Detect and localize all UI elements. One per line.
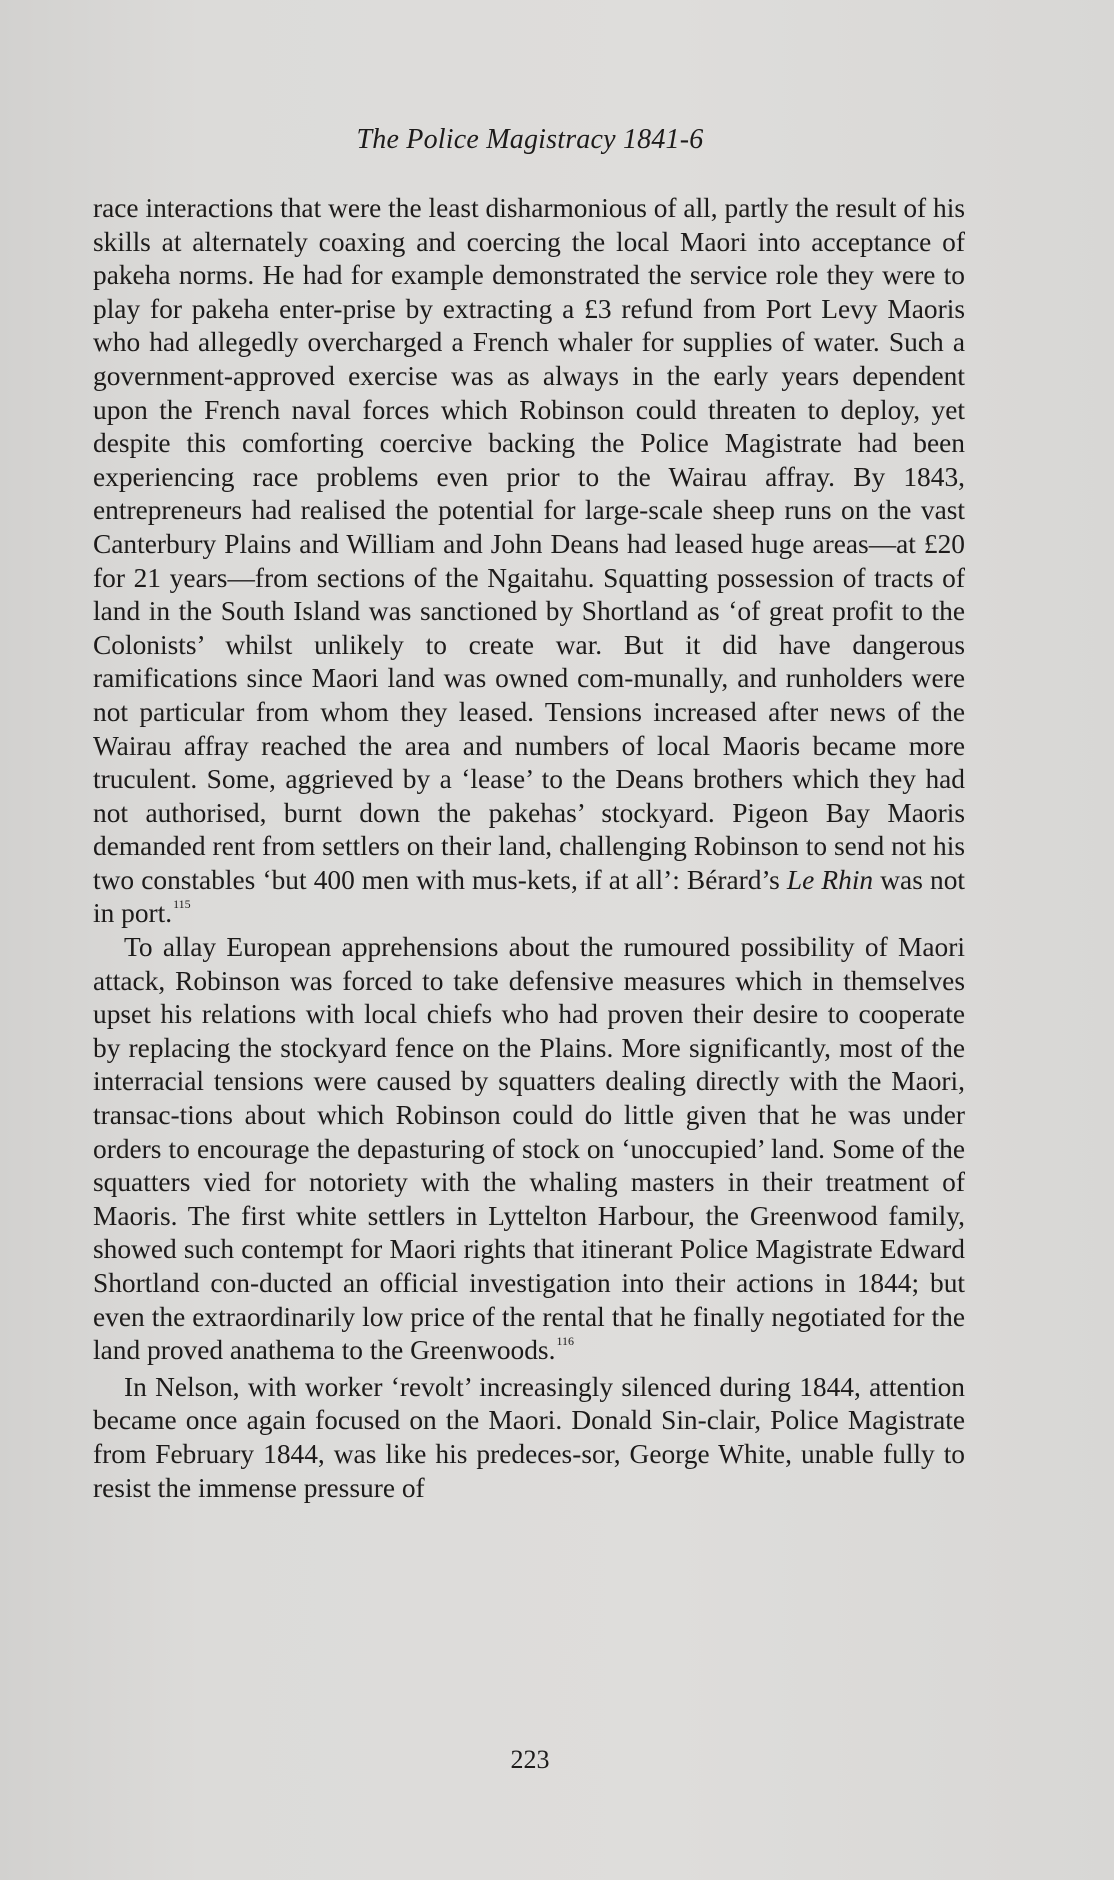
running-head: The Police Magistracy 1841-6	[356, 124, 704, 155]
paragraph-3	[93, 1371, 965, 1505]
text-run: was not in port.	[93, 864, 966, 929]
text-run: race interactions that were the least disharmonious of all, partly the result of his skills at alternately coaxing and coercing the local Maori into acceptance of pakeha norms. He had for example demonstrated the service role they were to play for pakeha enter-prise by extracting a £3 refund from Port Levy Maoris who had allegedly overcharged a French whaler for supplies of water. Such a government-approved exercise was as always in the early years dependent upon the French naval forces which Robinson could threaten to deploy, yet despite this comforting coercive backing the Police Magistrate had been experiencing race problems even prior to the Wairau affray. By 1843, entrepreneurs had realised the potential for large-scale sheep runs on the vast Canterbury Plains and William and John Deans had leased huge areas—at £20 for 21 years—from sections of the Ngaitahu. Squatting possession of tracts of land in the South Island was sanctioned by Shortland as ‘of great profit to the Colonists’ whilst unlikely to create war. But it did have dangerous ramifications since Maori land was owned com-munally, and runholders were not particular from whom they leased. Tensions increased after news of the Wairau affray reached the area and numbers of local Maoris became more truculent. Some, aggrieved by a ‘lease’ to the Deans brothers which they had not authorised, burnt down the pakehas’ stockyard. Pigeon Bay Maoris demanded rent from settlers on their land, challenging Robinson to send not his two constables ‘but 400 men with mus-kets, if at all’: Bérard’s	[93, 193, 965, 895]
body-text	[93, 192, 965, 1505]
text-run: In Nelson, with worker ‘revolt’ increasingly silenced during 1844, attention became once again focused on the Maori. Donald Sin-clair, Police Magistrate from February 1844, was like his predeces-sor, George White, unable fully to resist the immense pressure of	[93, 1371, 965, 1503]
ship-name-italic: Le Rhin	[786, 864, 874, 895]
paragraph-2	[93, 931, 965, 1368]
paragraph-1	[93, 192, 965, 931]
footnote-ref-115: 115	[173, 897, 191, 912]
footnote-ref-116: 116	[556, 1334, 575, 1349]
page-number: 223	[510, 1745, 550, 1774]
text-run: To allay European apprehensions about the rumoured possibility of Maori attack, Robinson was forced to take defensive measures which in themselves upset his relations with local chiefs who had proven their desire to cooperate by replacing the stockyard fence on the Plains. More significantly, most of the interracial tensions were caused by squatters dealing directly with the Maori, transac-tions about which Robinson could do little given that he was under orders to encourage the depasturing of stock on ‘unoccupied’ land. Some of the squatters vied for notoriety with the whaling masters in their treatment of Maoris. The first white settlers in Lyttelton Harbour, the Greenwood family, showed such contempt for Maori rights that itinerant Police Magistrate Edward Shortland con-ducted an official investigation into their actions in 1844; but even the extraordinarily low price of the rental that he finally negotiated for the land proved anathema to the Greenwoods.	[93, 932, 965, 1366]
